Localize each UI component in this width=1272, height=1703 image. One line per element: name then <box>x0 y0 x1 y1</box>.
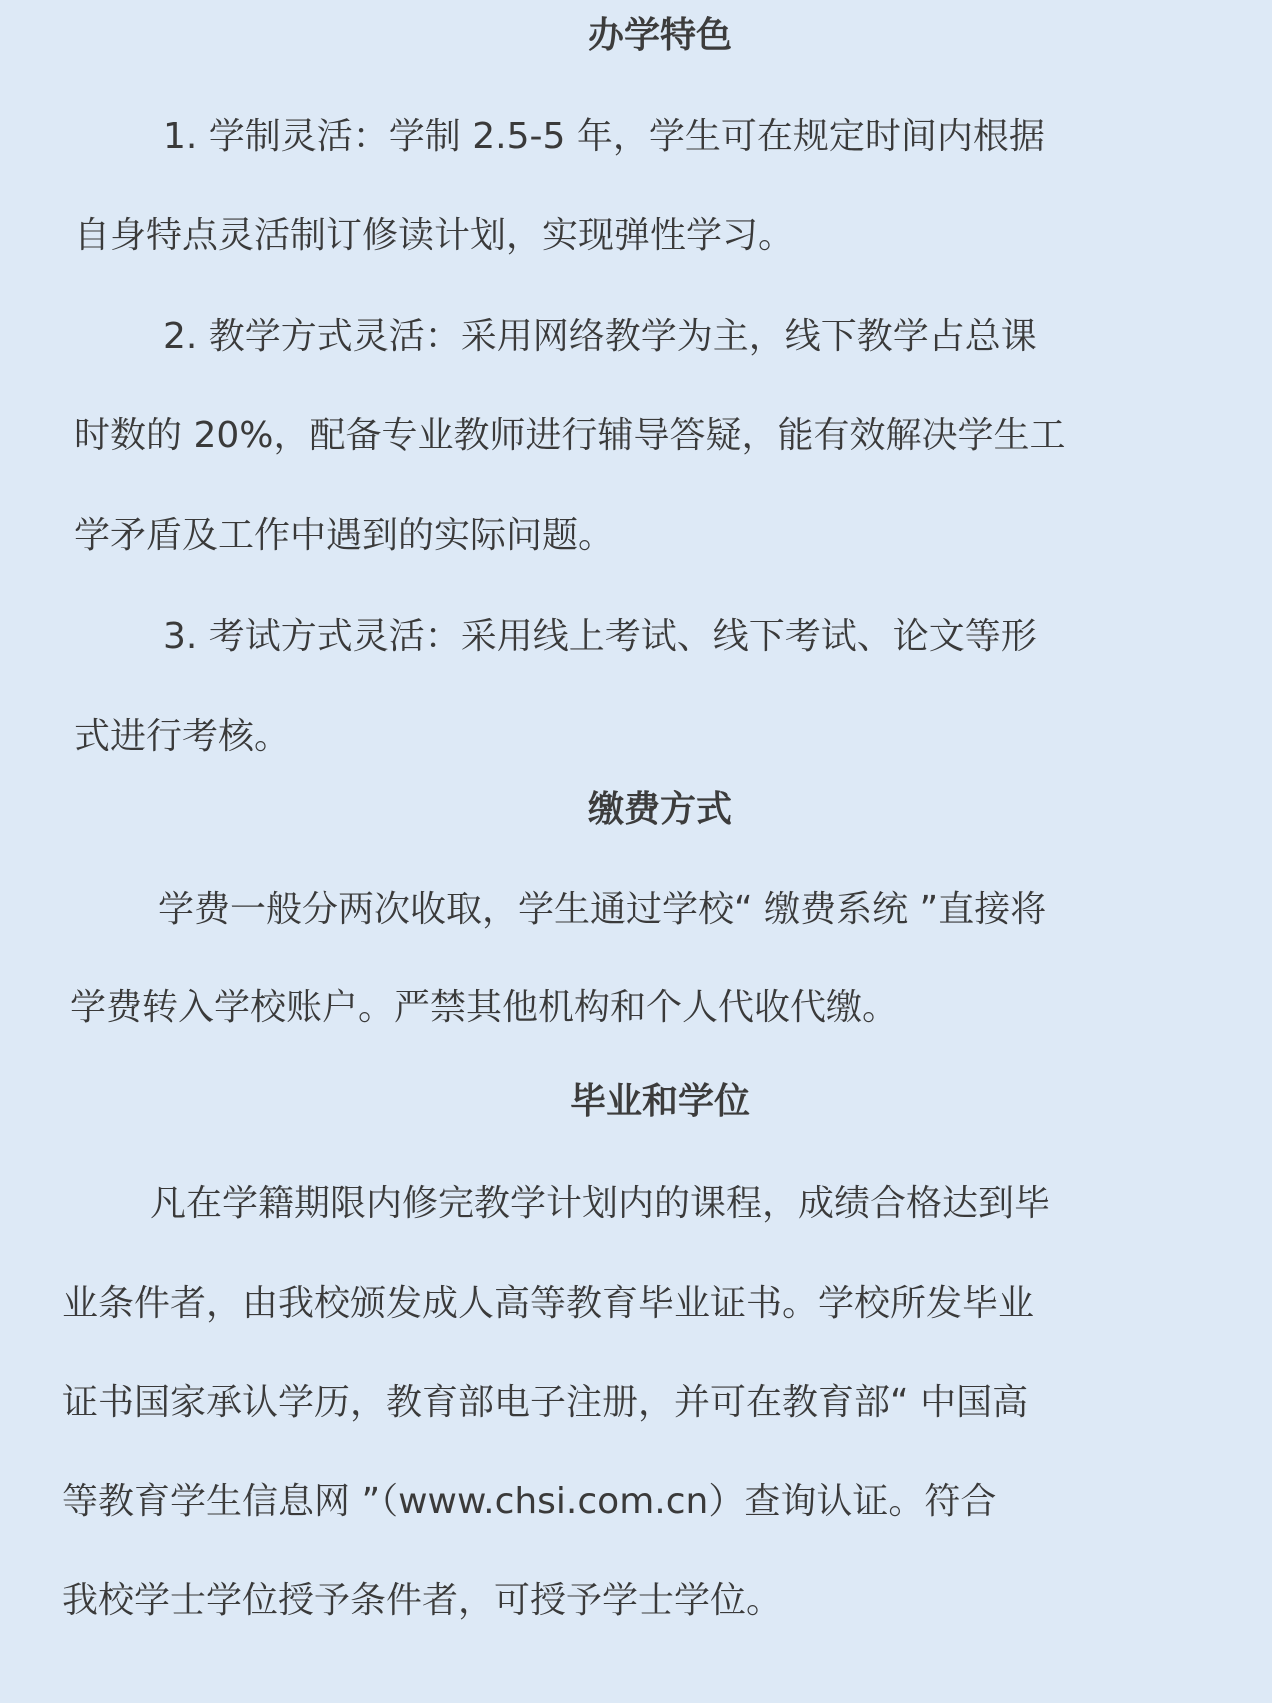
graduation-line-1: 凡在学籍期限内修完教学计划内的课程，成绩合格达到毕 <box>150 1183 1051 1224</box>
features-line-3: 2. 教学方式灵活：采用网络教学为主，线下教学占总课 <box>163 316 1037 357</box>
features-line-5: 学矛盾及工作中遇到的实际问题。 <box>74 515 615 556</box>
features-line-1: 1. 学制灵活：学制 2.5-5 年，学生可在规定时间内根据 <box>163 116 1045 157</box>
features-line-2: 自身特点灵活制订修读计划，实现弹性学习。 <box>74 215 795 256</box>
graduation-line-2: 业条件者，由我校颁发成人高等教育毕业证书。学校所发毕业 <box>62 1283 1035 1324</box>
payment-line-1: 学费一般分两次收取，学生通过学校“ 缴费系统 ”直接将 <box>158 889 1047 930</box>
payment-line-2: 学费转入学校账户。严禁其他机构和个人代收代缴。 <box>70 987 899 1028</box>
features-heading: 办学特色 <box>587 15 732 56</box>
features-line-4: 时数的 20%，配备专业教师进行辅导答疑，能有效解决学生工 <box>74 415 1066 456</box>
graduation-line-3: 证书国家承认学历，教育部电子注册，并可在教育部“ 中国高 <box>62 1382 1029 1423</box>
graduation-line-4: 等教育学生信息网 ”（www.chsi.com.cn）查询认证。符合 <box>62 1481 997 1522</box>
features-line-6: 3. 考试方式灵活：采用线上考试、线下考试、论文等形 <box>163 616 1037 657</box>
payment-heading: 缴费方式 <box>587 789 732 830</box>
graduation-line-5: 我校学士学位授予条件者，可授予学士学位。 <box>62 1580 783 1621</box>
features-line-7: 式进行考核。 <box>74 716 291 757</box>
graduation-heading: 毕业和学位 <box>569 1081 750 1122</box>
